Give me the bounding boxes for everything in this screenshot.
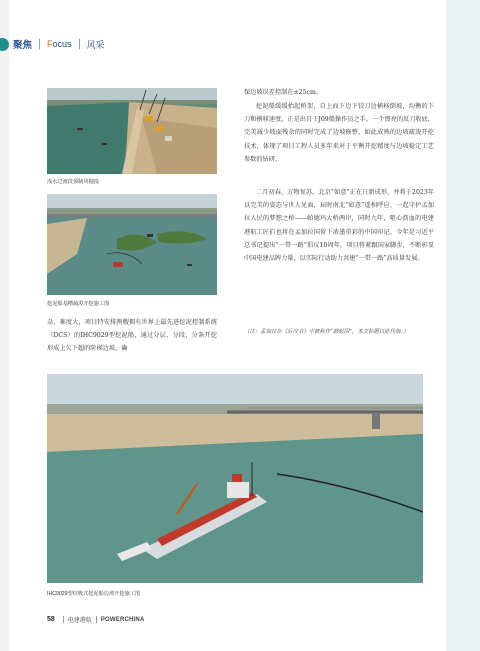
photo-dredger-slope	[47, 374, 423, 583]
page-footer	[47, 615, 144, 624]
page-number: 58	[47, 616, 55, 623]
author-note: （注：孟加拉在《后汉书》中被称作“磐起国”，本文标题以此代指。）	[244, 329, 409, 335]
section-header	[0, 37, 105, 51]
section-dot-icon	[0, 38, 9, 51]
right-margin-strip	[446, 0, 480, 651]
header-divider	[39, 39, 40, 49]
left-column-text: 杂、难度大，项目特安排两艘拥有世界上最先进挖泥控制系统（DCS）的IHC9029型挖泥船，通过分层、分段、分条开挖形成上欠下超的阶梯边坡，确	[47, 319, 217, 353]
right-paragraph-3: 二月初春，万物复苏，北京“如意”正在日新成形，并将于2023年以完美的姿态与世人见面，届时南北“如意”遥相呼应，一起守护孟加拉人民的梦想之桥——帕德玛大桥两岸，同时九年，呕心沥血的电建港航工匠们也将在孟加拉国留下浓墨重彩的中国印记。今年是习近平总书记提出“一带一路”倡议10周年，项目将紧跟国家脚步，不断彰显中国电建品牌力量，以实际行动助力共建“一带一路”高质量发展。	[244, 189, 434, 263]
footer-divider	[96, 616, 97, 623]
photo-trench-dredging	[47, 194, 217, 295]
header-divider	[79, 39, 80, 49]
left-margin-strip	[0, 0, 9, 651]
photo-block-placement	[47, 88, 217, 174]
caption-photo3: IHC9029型绞吸式挖泥船边坡开挖施工图	[47, 591, 141, 597]
magazine-name: 电建港航	[67, 618, 92, 624]
section-label: 聚焦	[13, 40, 33, 51]
right-paragraph-1: 保边坡误差控制在±25cm。	[244, 89, 323, 96]
focus-label: Focus	[47, 39, 72, 49]
caption-photo1: 浅水过渡段预制块抛投	[47, 179, 99, 185]
caption-photo2: 挖泥船基槽疏浚开挖施工图	[47, 301, 110, 307]
subsection-label: 风采	[86, 39, 105, 50]
brand-name: POWERCHINA	[100, 616, 145, 623]
right-paragraph-2: 挖泥船缓缓抬起桥架，自上而下边下铰刀边横移倒坡，均衡的下刀和横移速度，正是出自于J09船操作员之手。一个漂亮的反刀收底，完美减少坡面残余的同时完成了边坡修整，如此成熟的边坡疏浚开挖技术，体现了项目工程人员多年来对于平衡开挖精度与边坡稳定工艺参数的钻研。	[244, 103, 434, 163]
footer-divider	[63, 616, 64, 623]
